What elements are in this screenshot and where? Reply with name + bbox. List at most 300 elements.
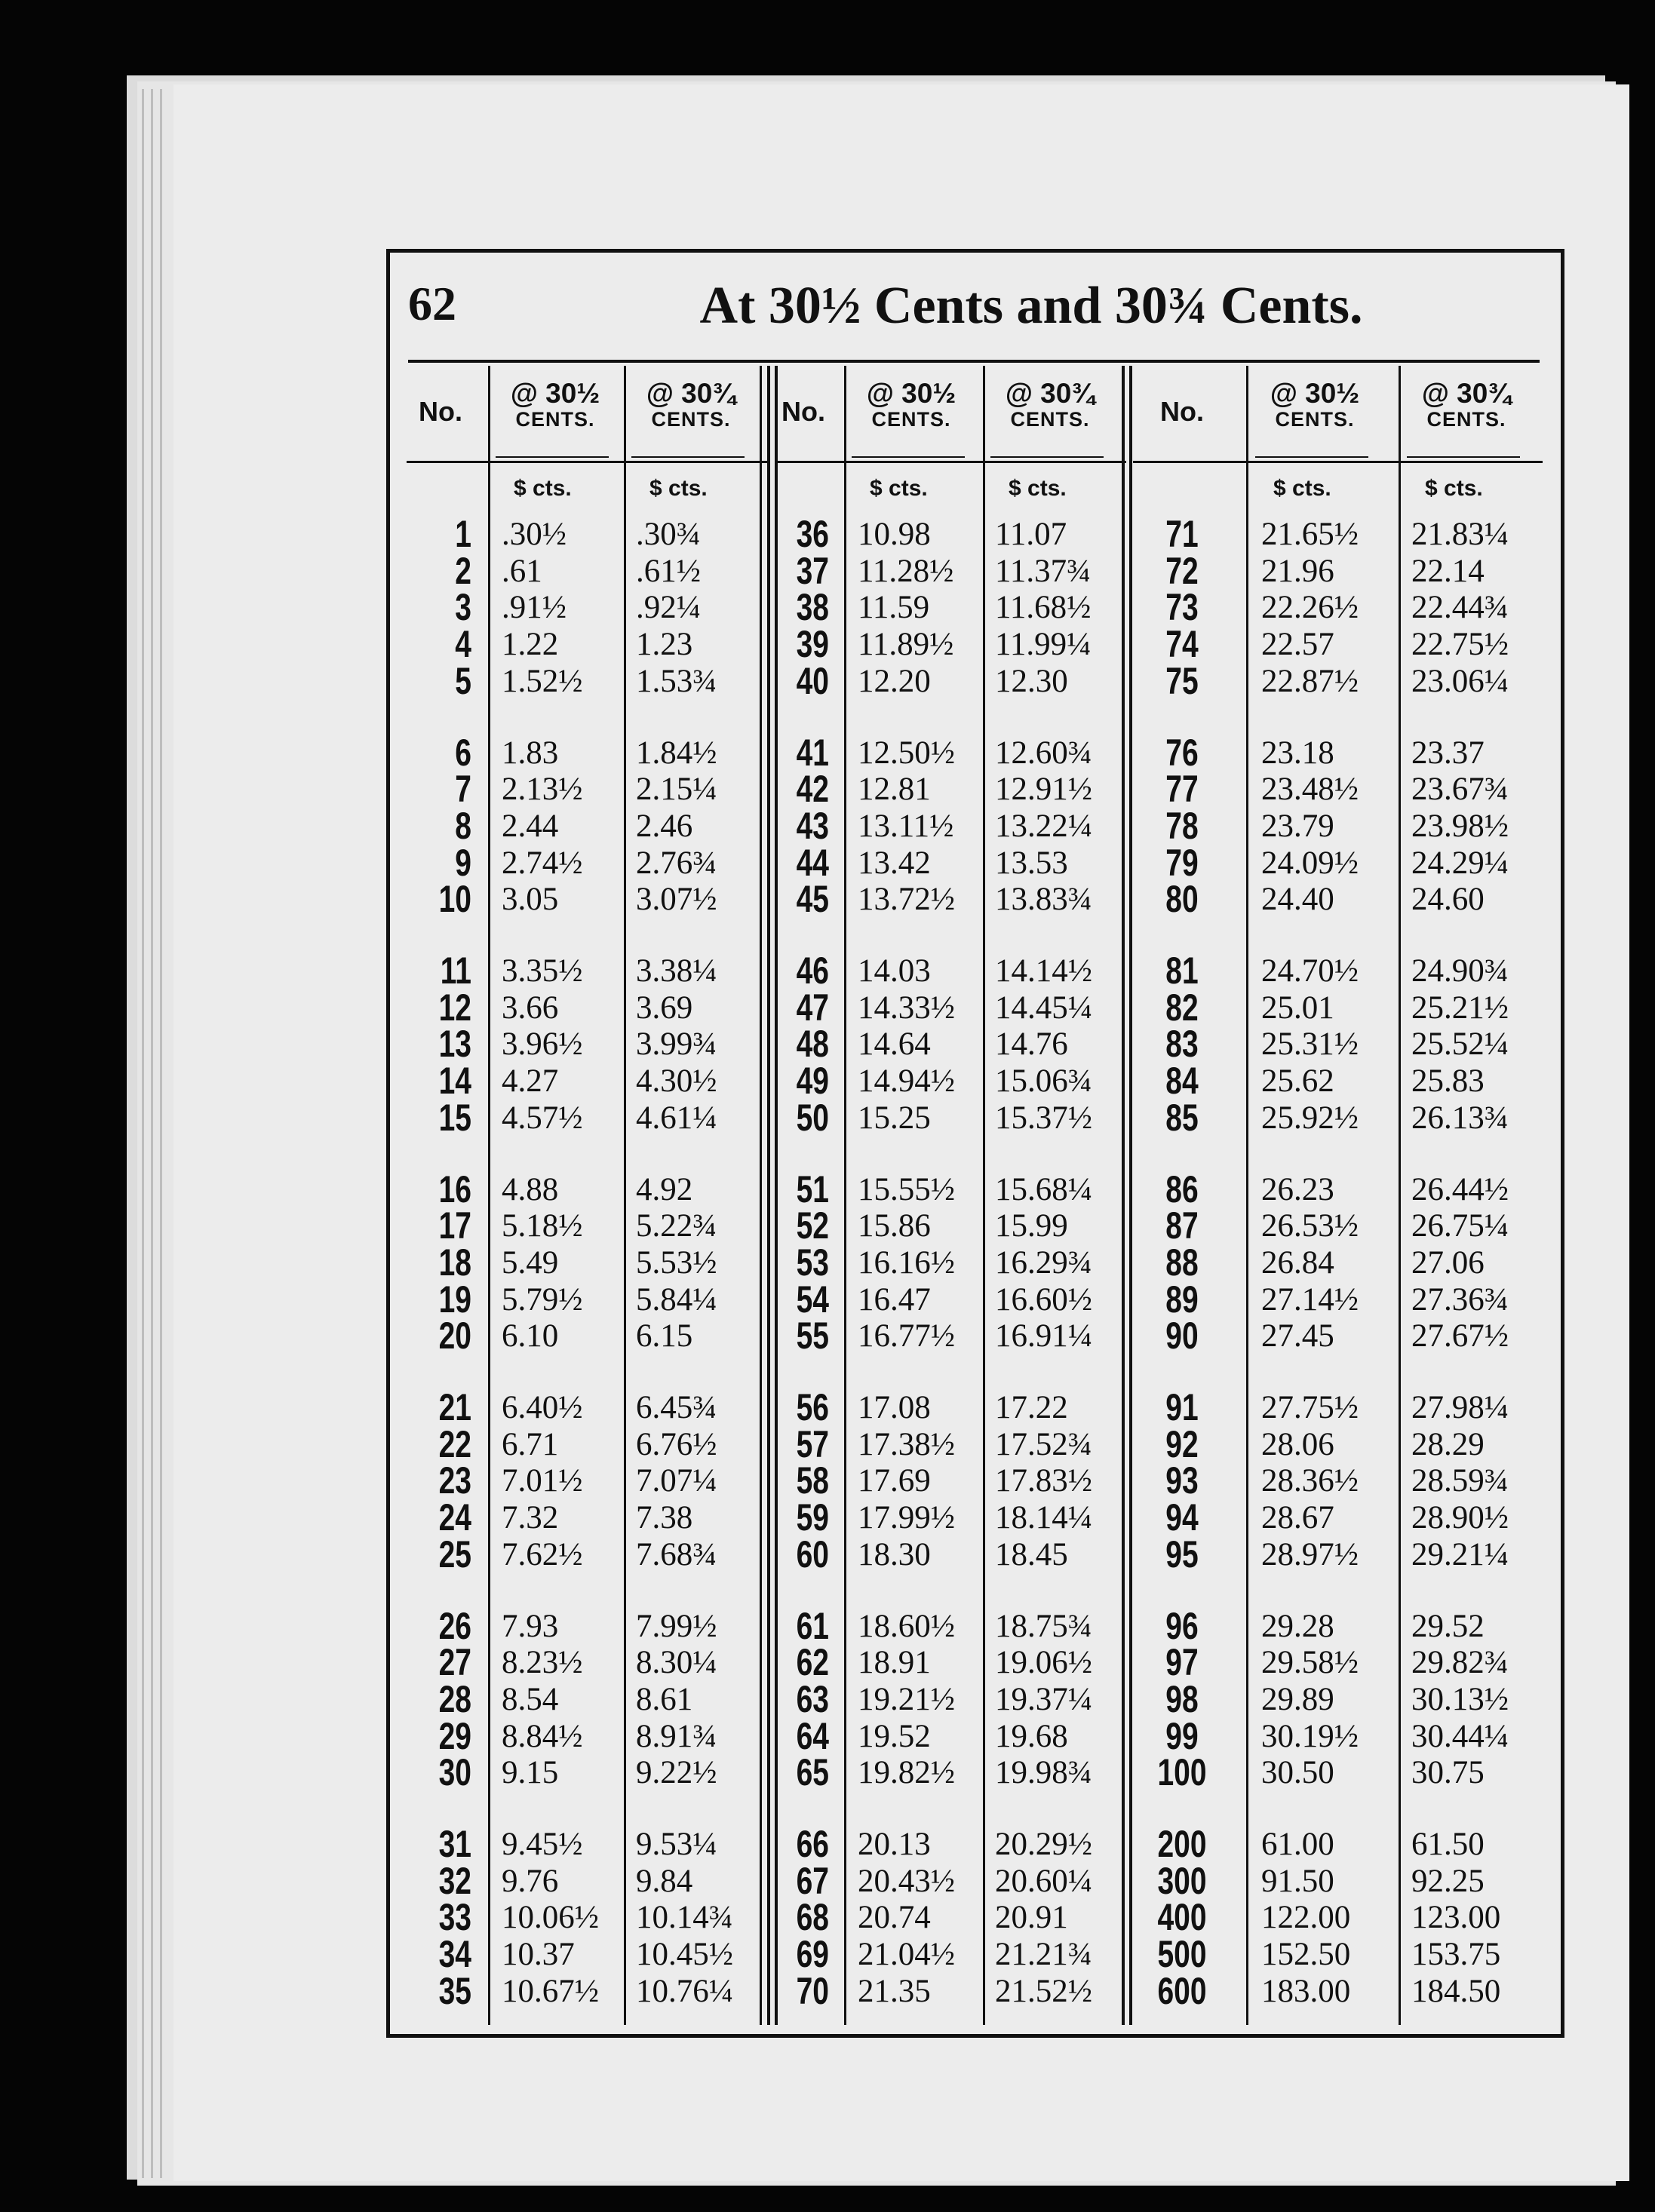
price-30-5-cents: 7.32 (502, 1500, 559, 1536)
row-number: 80 (1165, 878, 1199, 921)
row-number: 1 (455, 513, 471, 555)
row-number: 500 (1157, 1933, 1207, 1976)
price-30-5-cents: .30½ (502, 517, 567, 552)
price-30-75-cents: 9.22½ (636, 1755, 717, 1791)
price-30-5-cents: 24.70½ (1261, 953, 1359, 989)
price-30-5-cents: 23.48½ (1261, 772, 1359, 808)
price-30-75-cents: 18.14¼ (995, 1500, 1092, 1536)
price-30-75-cents: 24.60 (1411, 882, 1485, 918)
row-number: 43 (796, 804, 829, 847)
price-30-75-cents: 28.59¾ (1411, 1463, 1509, 1499)
row-number: 42 (796, 768, 829, 811)
price-30-75-cents: 26.75¼ (1411, 1208, 1509, 1244)
header-no: No. (419, 396, 462, 427)
row-number: 74 (1165, 623, 1199, 666)
rate-label: @ 30½ (510, 378, 600, 409)
price-30-75-cents: .92¼ (636, 590, 701, 626)
price-30-5-cents: 1.83 (502, 735, 559, 771)
group-double-rule (775, 366, 778, 2025)
price-30-5-cents: 27.75½ (1261, 1390, 1359, 1425)
row-number: 400 (1157, 1896, 1207, 1939)
row-number: 47 (796, 986, 829, 1029)
row-number: 57 (796, 1422, 829, 1465)
row-number: 81 (1165, 950, 1199, 992)
price-30-75-cents: 11.07 (995, 517, 1067, 552)
price-30-75-cents: .30¾ (636, 517, 701, 552)
row-number: 6 (455, 731, 471, 774)
price-30-75-cents: 25.52¼ (1411, 1026, 1509, 1063)
price-30-75-cents: 30.13½ (1411, 1681, 1509, 1717)
price-30-5-cents: 7.62½ (502, 1536, 583, 1572)
price-30-75-cents: 13.22¼ (995, 808, 1092, 844)
price-30-5-cents: 27.45 (1261, 1318, 1334, 1355)
price-30-5-cents: 19.82½ (858, 1755, 955, 1791)
price-30-5-cents: 91.50 (1261, 1863, 1334, 1899)
price-30-75-cents: 19.37¼ (995, 1681, 1092, 1717)
row-number: 92 (1165, 1422, 1199, 1465)
header-rule (1133, 461, 1543, 463)
price-30-5-cents: 14.64 (858, 1026, 931, 1063)
row-number: 59 (796, 1496, 829, 1539)
price-30-5-cents: 4.88 (502, 1171, 559, 1207)
price-30-75-cents: 16.60½ (995, 1281, 1092, 1318)
row-number: 33 (438, 1896, 471, 1939)
group-double-rule (767, 366, 770, 2025)
row-number: 4 (455, 623, 471, 666)
column-rule (488, 366, 490, 2025)
row-number: 17 (438, 1204, 471, 1247)
price-30-75-cents: 17.83½ (995, 1463, 1092, 1499)
row-number: 30 (438, 1751, 471, 1794)
page-leaf-line (160, 89, 162, 2178)
price-30-5-cents: 25.92½ (1261, 1100, 1359, 1136)
price-30-75-cents: 14.45¼ (995, 989, 1092, 1026)
price-30-5-cents: 8.54 (502, 1681, 559, 1717)
price-30-5-cents: 22.26½ (1261, 590, 1359, 626)
price-30-5-cents: 4.57½ (502, 1100, 583, 1136)
row-number: 83 (1165, 1023, 1199, 1066)
unit-label: CENTS. (1275, 407, 1355, 431)
price-30-5-cents: 28.67 (1261, 1500, 1334, 1536)
price-30-75-cents: 15.37½ (995, 1100, 1092, 1136)
price-30-5-cents: 122.00 (1261, 1900, 1351, 1936)
title-rule (408, 360, 1540, 363)
row-number: 21 (438, 1386, 471, 1428)
price-30-75-cents: 27.36¾ (1411, 1281, 1509, 1318)
price-30-75-cents: 3.07½ (636, 882, 717, 918)
price-30-75-cents: 23.98½ (1411, 808, 1509, 844)
row-number: 84 (1165, 1060, 1199, 1103)
price-30-5-cents: 13.72½ (858, 882, 955, 918)
price-30-75-cents: 21.21¾ (995, 1937, 1092, 1973)
row-number: 25 (438, 1532, 471, 1575)
price-30-75-cents: 2.46 (636, 808, 693, 844)
row-number: 90 (1165, 1315, 1199, 1358)
row-number: 77 (1165, 768, 1199, 811)
price-30-75-cents: 8.30¼ (636, 1645, 717, 1681)
price-30-75-cents: 29.52 (1411, 1608, 1485, 1644)
rate-underline (496, 456, 609, 458)
unit-label: CENTS. (1426, 407, 1506, 431)
price-30-5-cents: 11.28½ (858, 553, 954, 589)
row-number: 41 (796, 731, 829, 774)
price-30-5-cents: 3.96½ (502, 1026, 583, 1063)
row-number: 100 (1157, 1751, 1207, 1794)
price-30-5-cents: 17.08 (858, 1390, 931, 1425)
price-30-75-cents: 28.29 (1411, 1426, 1485, 1462)
price-30-75-cents: 6.45¾ (636, 1390, 717, 1425)
price-30-75-cents: 26.44½ (1411, 1171, 1509, 1207)
row-number: 65 (796, 1751, 829, 1794)
row-number: 69 (796, 1933, 829, 1976)
price-30-75-cents: 13.53 (995, 845, 1068, 881)
price-30-75-cents: 7.68¾ (636, 1536, 717, 1572)
row-number: 45 (796, 878, 829, 921)
row-number: 38 (796, 586, 829, 629)
row-number: 26 (438, 1604, 471, 1647)
row-number: 5 (455, 659, 471, 702)
price-30-5-cents: 2.44 (502, 808, 559, 844)
price-30-5-cents: 15.55½ (858, 1171, 955, 1207)
page-title: At 30½ Cents and 30¾ Cents. (699, 277, 1363, 335)
price-30-5-cents: 23.79 (1261, 808, 1334, 844)
price-30-75-cents: 5.53½ (636, 1244, 717, 1281)
price-30-75-cents: 8.61 (636, 1681, 693, 1717)
row-number: 600 (1157, 1969, 1207, 2012)
price-30-75-cents: 24.90¾ (1411, 953, 1509, 989)
row-number: 20 (438, 1315, 471, 1358)
row-number: 48 (796, 1023, 829, 1066)
price-30-75-cents: 22.75½ (1411, 627, 1509, 663)
price-30-75-cents: 27.98¼ (1411, 1390, 1509, 1425)
row-number: 34 (438, 1933, 471, 1976)
page-leaf-line (142, 89, 144, 2178)
dollars-cents-label: $ cts. (1273, 476, 1331, 501)
row-number: 54 (796, 1278, 829, 1321)
rate-underline (631, 456, 745, 458)
row-number: 78 (1165, 804, 1199, 847)
row-number: 86 (1165, 1167, 1199, 1210)
row-number: 66 (796, 1823, 829, 1865)
price-30-75-cents: 10.45½ (636, 1937, 733, 1973)
price-30-75-cents: 16.91¼ (995, 1318, 1092, 1355)
dollars-cents-label: $ cts. (870, 476, 928, 501)
price-30-75-cents: 92.25 (1411, 1863, 1485, 1899)
price-30-5-cents: 18.91 (858, 1645, 931, 1681)
price-30-75-cents: 1.84½ (636, 735, 717, 771)
price-30-75-cents: 21.52½ (995, 1973, 1092, 2009)
row-number: 9 (455, 841, 471, 884)
price-30-5-cents: 7.93 (502, 1608, 559, 1644)
price-30-5-cents: 9.76 (502, 1863, 559, 1899)
price-30-75-cents: 21.83¼ (1411, 517, 1509, 552)
row-number: 94 (1165, 1496, 1199, 1539)
row-number: 75 (1165, 659, 1199, 702)
price-30-5-cents: 20.43½ (858, 1863, 955, 1899)
dollars-cents-label: $ cts. (514, 476, 572, 501)
row-number: 19 (438, 1278, 471, 1321)
price-30-75-cents: 6.76½ (636, 1426, 717, 1462)
price-30-75-cents: 18.45 (995, 1536, 1068, 1572)
row-number: 53 (796, 1241, 829, 1284)
dollars-cents-label: $ cts. (1009, 476, 1067, 501)
price-30-5-cents: 25.31½ (1261, 1026, 1359, 1063)
row-number: 13 (438, 1023, 471, 1066)
row-number: 71 (1165, 513, 1199, 555)
row-number: 3 (455, 586, 471, 629)
price-30-5-cents: 23.18 (1261, 735, 1334, 771)
column-rule (624, 366, 626, 2025)
row-number: 67 (796, 1859, 829, 1902)
row-number: 97 (1165, 1641, 1199, 1684)
row-number: 70 (796, 1969, 829, 2012)
price-30-5-cents: 1.22 (502, 627, 559, 663)
price-30-5-cents: 20.74 (858, 1900, 931, 1936)
rate-label: @ 30¾ (646, 378, 736, 409)
row-number: 10 (438, 878, 471, 921)
price-30-5-cents: 16.47 (858, 1281, 931, 1318)
price-30-75-cents: 15.68¼ (995, 1171, 1092, 1207)
row-number: 96 (1165, 1604, 1199, 1647)
price-30-75-cents: 20.91 (995, 1900, 1068, 1936)
row-number: 29 (438, 1714, 471, 1757)
row-number: 22 (438, 1422, 471, 1465)
row-number: 39 (796, 623, 829, 666)
price-30-5-cents: 27.14½ (1261, 1281, 1359, 1318)
price-30-5-cents: 18.60½ (858, 1608, 955, 1644)
row-number: 14 (438, 1060, 471, 1103)
row-number: 50 (796, 1096, 829, 1139)
row-number: 82 (1165, 986, 1199, 1029)
row-number: 79 (1165, 841, 1199, 884)
row-number: 76 (1165, 731, 1199, 774)
price-30-5-cents: 25.01 (1261, 989, 1334, 1026)
row-number: 98 (1165, 1677, 1199, 1720)
price-30-5-cents: 10.37 (502, 1937, 575, 1973)
price-30-5-cents: 21.96 (1261, 553, 1334, 589)
row-number: 300 (1157, 1859, 1207, 1902)
row-number: 91 (1165, 1386, 1199, 1428)
price-30-5-cents: 152.50 (1261, 1937, 1351, 1973)
price-30-5-cents: 17.99½ (858, 1500, 955, 1536)
page-number: 62 (408, 277, 456, 330)
row-number: 85 (1165, 1096, 1199, 1139)
page-leaf-line (151, 89, 153, 2178)
price-30-5-cents: 10.06½ (502, 1900, 599, 1936)
price-30-75-cents: 3.38¼ (636, 953, 717, 989)
row-number: 36 (796, 513, 829, 555)
rate-label: @ 30½ (1270, 378, 1360, 409)
price-30-75-cents: 29.82¾ (1411, 1645, 1509, 1681)
price-30-5-cents: 8.84½ (502, 1718, 583, 1754)
price-30-5-cents: 4.27 (502, 1063, 559, 1100)
rate-underline (1407, 456, 1520, 458)
price-30-5-cents: 12.50½ (858, 735, 955, 771)
header-rate-30-5 (491, 379, 619, 431)
price-30-5-cents: 3.66 (502, 989, 559, 1026)
price-30-5-cents: 13.42 (858, 845, 931, 881)
price-30-5-cents: 21.04½ (858, 1937, 955, 1973)
price-30-5-cents: 11.89½ (858, 627, 954, 663)
price-30-5-cents: 12.81 (858, 772, 931, 808)
price-30-75-cents: 153.75 (1411, 1937, 1501, 1973)
row-number: 61 (796, 1604, 829, 1647)
price-30-5-cents: 5.18½ (502, 1208, 583, 1244)
price-30-75-cents: 4.61¼ (636, 1100, 717, 1136)
price-30-5-cents: 21.35 (858, 1973, 931, 2009)
row-number: 52 (796, 1204, 829, 1247)
price-30-75-cents: 2.15¼ (636, 772, 717, 808)
price-30-5-cents: 7.01½ (502, 1463, 583, 1499)
price-30-5-cents: 10.98 (858, 517, 931, 552)
column-rule (1246, 366, 1248, 2025)
price-30-5-cents: 6.40½ (502, 1390, 583, 1425)
price-30-75-cents: 1.23 (636, 627, 693, 663)
price-30-75-cents: 23.67¾ (1411, 772, 1509, 808)
price-30-75-cents: 18.75¾ (995, 1608, 1092, 1644)
price-30-5-cents: 22.87½ (1261, 663, 1359, 699)
row-number: 24 (438, 1496, 471, 1539)
price-30-75-cents: 28.90½ (1411, 1500, 1509, 1536)
price-30-5-cents: 24.40 (1261, 882, 1334, 918)
header-rate-30-5 (847, 379, 975, 431)
price-30-75-cents: 30.75 (1411, 1755, 1485, 1791)
price-30-5-cents: 29.89 (1261, 1681, 1334, 1717)
row-number: 35 (438, 1969, 471, 2012)
column-rule (844, 366, 846, 2025)
price-30-75-cents: 9.53¼ (636, 1827, 717, 1862)
column-rule (760, 366, 762, 2025)
row-number: 68 (796, 1896, 829, 1939)
price-30-75-cents: 12.60¾ (995, 735, 1092, 771)
row-number: 58 (796, 1459, 829, 1502)
price-30-5-cents: 29.58½ (1261, 1645, 1359, 1681)
column-rule (983, 366, 985, 2025)
price-30-75-cents: 17.22 (995, 1390, 1068, 1425)
group-double-rule (1129, 366, 1132, 2025)
price-30-5-cents: 24.09½ (1261, 845, 1359, 881)
header-rate-30-75 (627, 379, 755, 431)
price-30-75-cents: 6.15 (636, 1318, 693, 1355)
row-number: 31 (438, 1823, 471, 1865)
price-30-5-cents: 11.59 (858, 590, 930, 626)
rate-label: @ 30¾ (1005, 378, 1095, 409)
rate-underline (1255, 456, 1368, 458)
price-30-75-cents: 3.69 (636, 989, 693, 1026)
header-no: No. (781, 396, 825, 427)
price-30-5-cents: 26.53½ (1261, 1208, 1359, 1244)
unit-label: CENTS. (651, 407, 731, 431)
row-number: 62 (796, 1641, 829, 1684)
rate-label: @ 30½ (866, 378, 956, 409)
rate-underline (990, 456, 1104, 458)
price-30-75-cents: 15.06¾ (995, 1063, 1092, 1100)
price-30-75-cents: 11.68½ (995, 590, 1092, 626)
group-double-rule (1122, 366, 1125, 2025)
price-30-75-cents: 19.68 (995, 1718, 1068, 1754)
row-number: 16 (438, 1167, 471, 1210)
row-number: 64 (796, 1714, 829, 1757)
price-30-75-cents: 11.99¼ (995, 627, 1092, 663)
price-30-5-cents: 5.49 (502, 1244, 559, 1281)
price-30-75-cents: 5.22¾ (636, 1208, 717, 1244)
price-30-5-cents: 30.50 (1261, 1755, 1334, 1791)
price-30-5-cents: 13.11½ (858, 808, 954, 844)
header-no: No. (1160, 396, 1204, 427)
price-30-5-cents: 5.79½ (502, 1281, 583, 1318)
header-rule (407, 461, 767, 463)
price-30-5-cents: 28.06 (1261, 1426, 1334, 1462)
price-30-75-cents: 24.29¼ (1411, 845, 1509, 881)
price-30-5-cents: 2.74½ (502, 845, 583, 881)
price-30-5-cents: 28.97½ (1261, 1536, 1359, 1572)
row-number: 32 (438, 1859, 471, 1902)
row-number: 44 (796, 841, 829, 884)
price-30-75-cents: 30.44¼ (1411, 1718, 1509, 1754)
price-30-5-cents: .91½ (502, 590, 567, 626)
row-number: 55 (796, 1315, 829, 1358)
price-30-75-cents: 7.07¼ (636, 1463, 717, 1499)
header-rate-30-75 (986, 379, 1114, 431)
price-30-5-cents: 6.71 (502, 1426, 559, 1462)
price-30-75-cents: 61.50 (1411, 1827, 1485, 1862)
price-30-75-cents: 3.99¾ (636, 1026, 717, 1063)
price-30-75-cents: 15.99 (995, 1208, 1068, 1244)
price-30-75-cents: 10.14¾ (636, 1900, 733, 1936)
price-30-5-cents: 61.00 (1261, 1827, 1334, 1862)
price-30-75-cents: 2.76¾ (636, 845, 717, 881)
price-30-75-cents: 29.21¼ (1411, 1536, 1509, 1572)
row-number: 40 (796, 659, 829, 702)
price-30-75-cents: 13.83¾ (995, 882, 1092, 918)
price-30-5-cents: 183.00 (1261, 1973, 1351, 2009)
row-number: 12 (438, 986, 471, 1029)
price-30-5-cents: 15.86 (858, 1208, 931, 1244)
price-30-75-cents: 10.76¼ (636, 1973, 733, 2009)
price-30-5-cents: 9.15 (502, 1755, 559, 1791)
price-30-5-cents: 2.13½ (502, 772, 583, 808)
price-30-75-cents: 22.14 (1411, 553, 1485, 589)
price-30-75-cents: 8.91¾ (636, 1718, 717, 1754)
unit-label: CENTS. (515, 407, 595, 431)
price-30-75-cents: 25.83 (1411, 1063, 1485, 1100)
row-number: 15 (438, 1096, 471, 1139)
dollars-cents-label: $ cts. (1425, 476, 1483, 501)
row-number: 37 (796, 549, 829, 592)
price-30-75-cents: 7.99½ (636, 1608, 717, 1644)
price-30-5-cents: 28.36½ (1261, 1463, 1359, 1499)
price-30-5-cents: 26.23 (1261, 1171, 1334, 1207)
price-30-75-cents: 26.13¾ (1411, 1100, 1509, 1136)
dollars-cents-label: $ cts. (649, 476, 708, 501)
row-number: 18 (438, 1241, 471, 1284)
price-30-5-cents: 14.33½ (858, 989, 955, 1026)
row-number: 2 (455, 549, 471, 592)
row-number: 23 (438, 1459, 471, 1502)
price-30-75-cents: 19.98¾ (995, 1755, 1092, 1791)
row-number: 73 (1165, 586, 1199, 629)
price-30-75-cents: 184.50 (1411, 1973, 1501, 2009)
price-30-5-cents: 1.52½ (502, 663, 583, 699)
row-number: 88 (1165, 1241, 1199, 1284)
price-30-5-cents: 19.52 (858, 1718, 931, 1754)
price-30-5-cents: 9.45½ (502, 1827, 583, 1862)
price-30-75-cents: 12.30 (995, 663, 1068, 699)
price-30-75-cents: 16.29¾ (995, 1244, 1092, 1281)
price-30-75-cents: 20.29½ (995, 1827, 1092, 1862)
price-30-5-cents: 17.38½ (858, 1426, 955, 1462)
price-30-5-cents: 20.13 (858, 1827, 931, 1862)
